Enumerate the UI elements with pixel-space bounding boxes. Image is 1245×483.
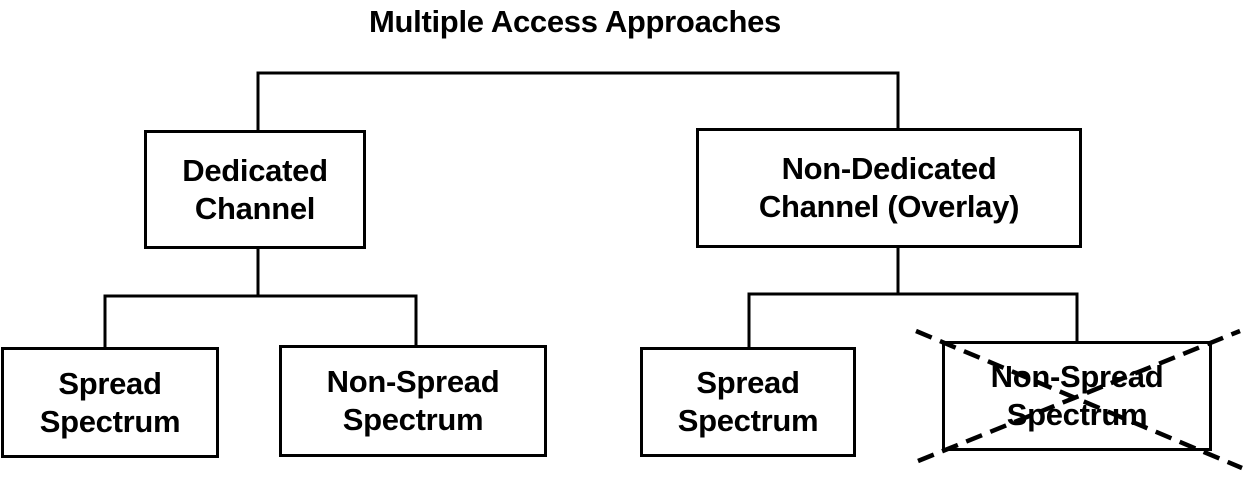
diagram-title: Multiple Access Approaches [369, 4, 781, 39]
non-dedicated-spread-spectrum-box [640, 347, 856, 457]
non-dedicated-non-spread-line1: Non-Spread [990, 359, 1164, 394]
dedicated-non-spread-line1: Non-Spread [326, 364, 500, 399]
non-dedicated-children-connector [749, 294, 1077, 347]
dedicated-spread-spectrum-box [1, 347, 219, 458]
root-connector [258, 73, 898, 130]
dedicated-non-spread-spectrum-box [279, 345, 547, 457]
dedicated-spread-line1: Spread [58, 365, 162, 401]
non-dedicated-spread-line2: Spectrum [677, 403, 819, 438]
dedicated-channel-box [144, 130, 366, 249]
non-dedicated-channel-box [696, 128, 1082, 248]
non-dedicated-non-spread-line2: Spectrum [1006, 397, 1148, 432]
non-dedicated-channel-line1: Non-Dedicated [781, 151, 997, 186]
non-dedicated-spread-line1: Spread [696, 365, 800, 400]
dedicated-non-spread-line2: Spectrum [342, 402, 484, 437]
dedicated-spread-line2: Spectrum [39, 403, 181, 439]
non-dedicated-non-spread-spectrum-box [942, 341, 1212, 451]
dedicated-children-connector [105, 296, 416, 347]
dedicated-channel-line2: Channel [194, 190, 316, 226]
dedicated-channel-line1: Dedicated [182, 152, 328, 188]
non-dedicated-channel-line2: Channel (Overlay) [758, 189, 1020, 224]
